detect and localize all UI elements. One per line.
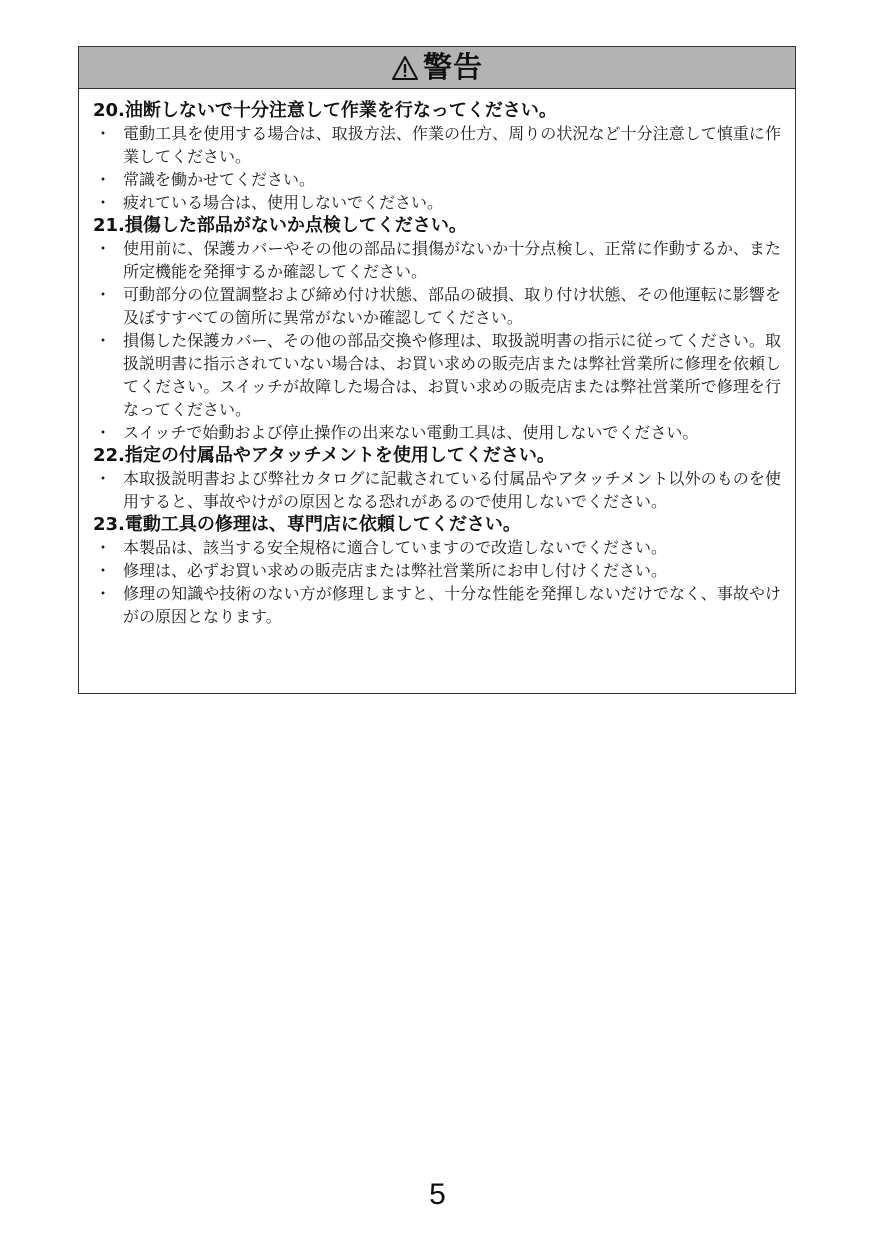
warning-title: 警告	[422, 50, 483, 84]
bullet-mark: ・	[95, 538, 112, 557]
bullet-text: 疲れている場合は、使用しないでください。	[123, 193, 444, 212]
page-number: 5	[429, 1178, 446, 1211]
section-20	[93, 99, 781, 214]
bullet-text: 常識を働かせてください。	[123, 170, 316, 189]
bullet-item	[93, 283, 781, 329]
section-heading	[93, 99, 781, 122]
section-heading-text: 油断しないで十分注意して作業を行なってください。	[124, 100, 557, 121]
bullet-item	[93, 122, 781, 168]
bullet-item	[93, 467, 781, 513]
bullet-item	[93, 536, 781, 559]
section-heading-text: 指定の付属品やアタッチメントを使用してください。	[124, 445, 555, 466]
bullet-item	[93, 559, 781, 582]
bullet-mark: ・	[95, 193, 112, 212]
bullet-item	[93, 191, 781, 214]
section-number: 21.	[93, 215, 125, 236]
bullet-mark: ・	[95, 584, 112, 603]
section-heading	[93, 444, 781, 467]
bullet-item	[93, 329, 781, 421]
warning-triangle-icon	[391, 55, 419, 81]
bullet-text: 修理は、必ずお買い求めの販売店または弊社営業所にお申し付けください。	[123, 561, 668, 580]
section-heading	[93, 214, 781, 237]
section-23	[93, 513, 781, 628]
warning-content	[79, 89, 795, 628]
warning-header	[79, 47, 795, 89]
bullet-item	[93, 582, 781, 628]
bullet-text: 可動部分の位置調整および締め付け状態、部品の破損、取り付け状態、その他運転に影響を及ぼすすべての箇所に異常がないか確認してください。	[123, 285, 781, 327]
section-22	[93, 444, 781, 513]
bullet-text: 使用前に、保護カバーやその他の部品に損傷がないか十分点検し、正常に作動するか、また所定機能を発揮するか確認してください。	[123, 239, 781, 281]
bullet-mark: ・	[95, 469, 112, 488]
bullet-mark: ・	[95, 170, 112, 189]
section-number: 20.	[93, 100, 125, 121]
bullet-mark: ・	[95, 285, 112, 304]
warning-title-group	[391, 50, 483, 84]
bullet-mark: ・	[95, 561, 112, 580]
bullet-item	[93, 168, 781, 191]
bullet-mark: ・	[95, 331, 112, 350]
bullet-text: スイッチで始動および停止操作の出来ない電動工具は、使用しないでください。	[123, 423, 699, 442]
bullet-mark: ・	[95, 239, 112, 258]
warning-box	[78, 46, 796, 694]
bullet-text: 本取扱説明書および弊社カタログに記載されている付属品やアタッチメント以外のものを使用すると、事故やけがの原因となる恐れがあるので使用しないでください。	[123, 469, 781, 511]
section-number: 23.	[93, 514, 125, 535]
bullet-item	[93, 237, 781, 283]
section-21	[93, 214, 781, 444]
section-heading	[93, 513, 781, 536]
section-number: 22.	[93, 445, 125, 466]
section-heading-text: 損傷した部品がないか点検してください。	[124, 215, 467, 236]
bullet-text: 損傷した保護カバー、その他の部品交換や修理は、取扱説明書の指示に従ってください。取扱説明書に指示されていない場合は、お買い求めの販売店または弊社営業所に修理を依頼してください。スイッチが故障した場合は、お買い求めの販売店または弊社営業所で修理を行なってください。	[123, 331, 781, 419]
bullet-mark: ・	[95, 124, 112, 143]
bullet-text: 電動工具を使用する場合は、取扱方法、作業の仕方、周りの状況など十分注意して慎重に作業してください。	[123, 124, 781, 166]
section-heading-text: 電動工具の修理は、専門店に依頼してください。	[124, 514, 521, 535]
bullet-text: 本製品は、該当する安全規格に適合していますので改造しないでください。	[123, 538, 668, 557]
bullet-mark: ・	[95, 423, 112, 442]
bullet-text: 修理の知識や技術のない方が修理しますと、十分な性能を発揮しないだけでなく、事故やけがの原因となります。	[123, 584, 781, 626]
bullet-item	[93, 421, 781, 444]
